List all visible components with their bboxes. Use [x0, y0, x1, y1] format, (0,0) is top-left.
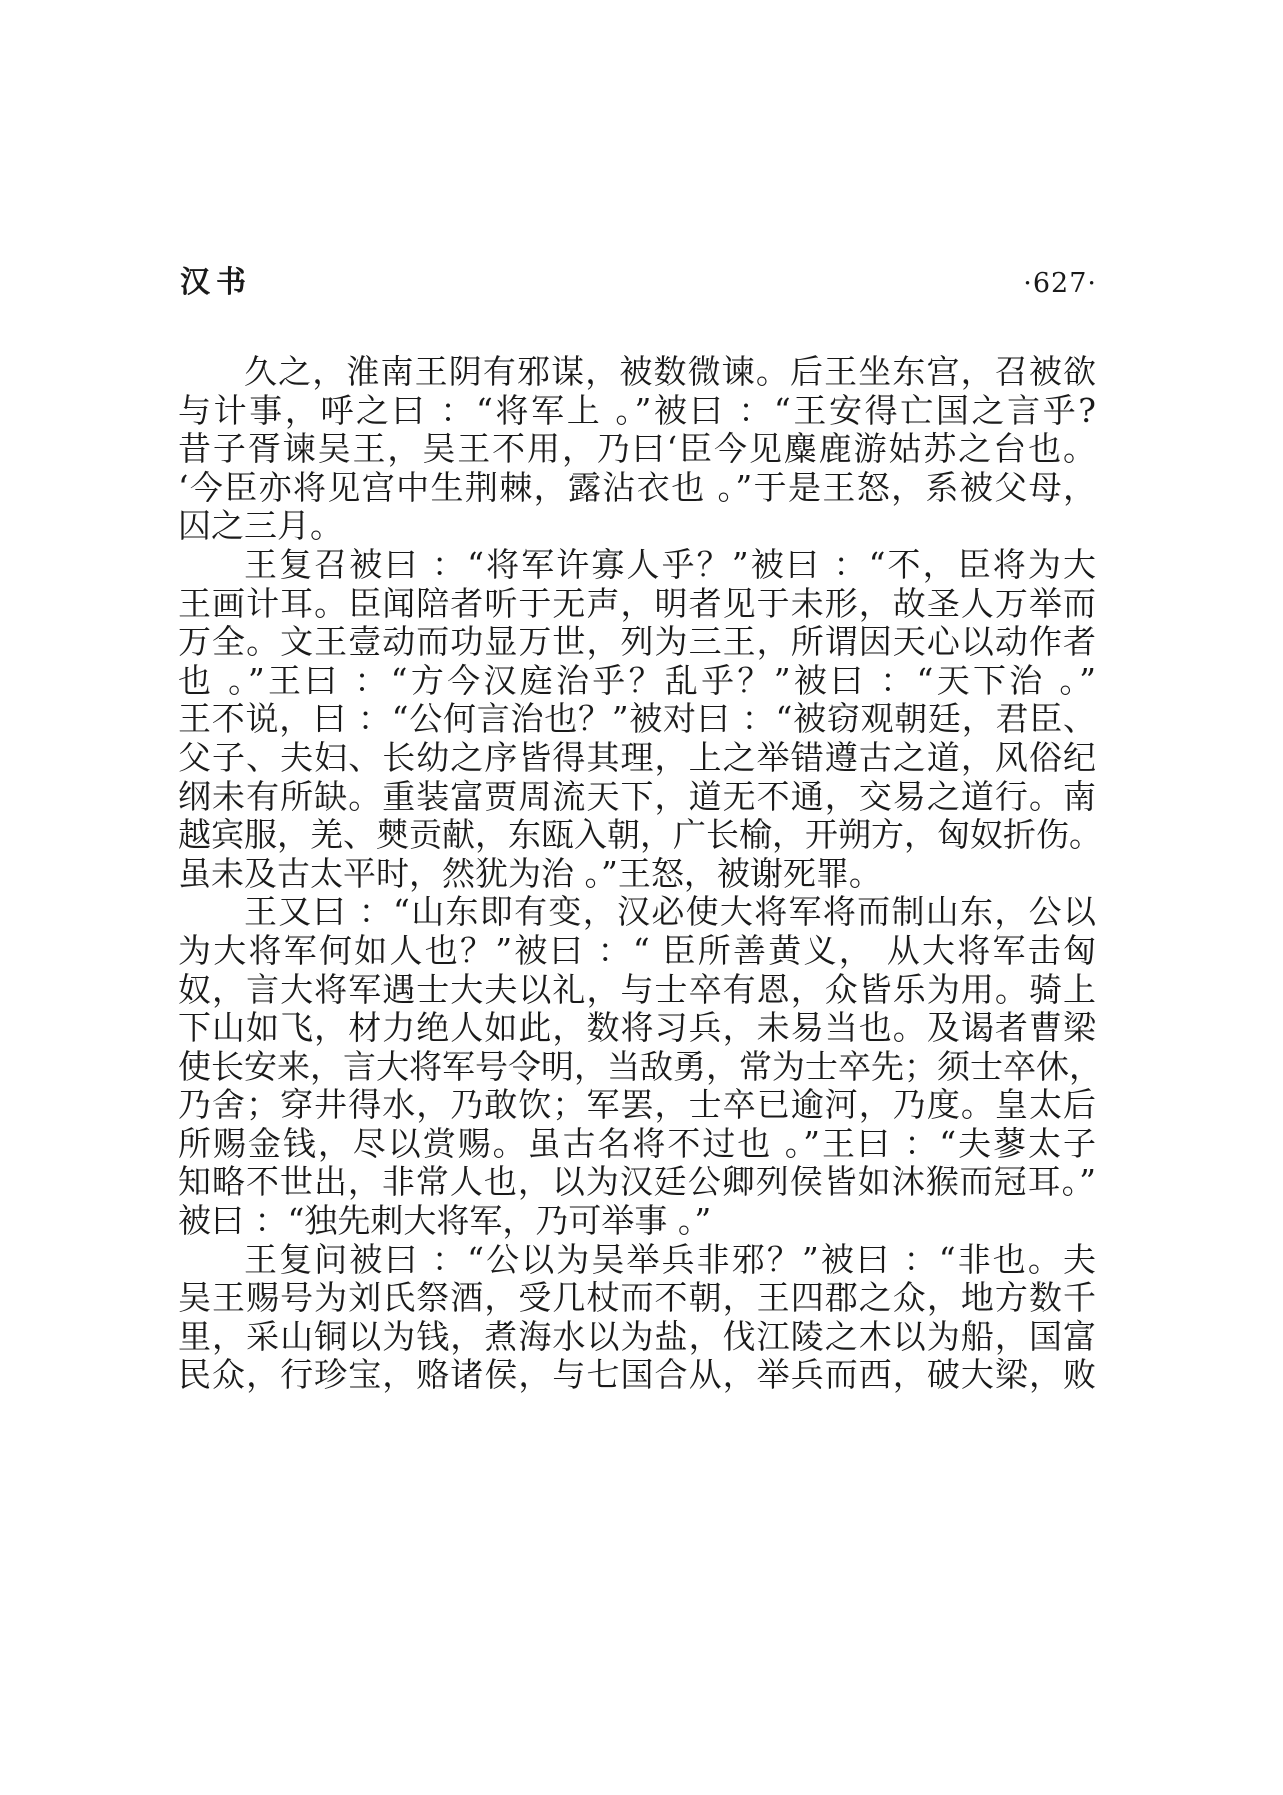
- text-line: 王画计耳。臣闻陪者听于无声，明者见于未形，故圣人万举而: [178, 583, 1096, 623]
- text-line: 也 。”王曰 ：“方今汉庭治乎？乱乎？”被曰 ：“天下治 。”: [178, 660, 1096, 700]
- text-line: ‘今臣亦将见宫中生荆棘，露沾衣也 。”于是王怒，系被父母，: [178, 467, 1096, 507]
- running-head-title: 汉书: [180, 265, 252, 300]
- text-line: 父子、夫妇、长幼之序皆得其理，上之举错遵古之道，风俗纪: [178, 737, 1096, 777]
- text-line: 与计事，呼之曰 ：“将军上 。”被曰 ：“王安得亡国之言乎?: [178, 390, 1096, 430]
- paragraph-first-line: 王复召被曰 ：“将军许寡人乎？”被曰 ：“不，臣将为大: [244, 544, 1096, 584]
- text-line: 奴，言大将军遇士大夫以礼，与士卒有恩，众皆乐为用。骑上: [178, 969, 1096, 1009]
- page-number: ·627·: [1023, 268, 1097, 299]
- text-line: 所赐金钱，尽以赏赐。虽古名将不过也 。”王曰 ：“夫蓼太子: [178, 1123, 1096, 1163]
- text-line: 乃舍；穿井得水，乃敢饮；军罢，士卒已逾河，乃度。皇太后: [178, 1085, 1096, 1125]
- text-line: 被曰 ：“独先刺大将军，乃可举事 。”: [178, 1201, 712, 1241]
- text-line: 知略不世出，非常人也，以为汉廷公卿列侯皆如沐猴而冠耳。”: [178, 1162, 1096, 1202]
- text-line: 民众，行珍宝，赂诸侯，与七国合从，举兵而西，破大梁，败: [178, 1355, 1096, 1395]
- text-line: 虽未及古太平时，然犹为治 。”王怒，被谢死罪。: [178, 853, 882, 893]
- text-line: 为大将军何如人也？”被曰 ：“ 臣所善黄义， 从大将军击匈: [178, 930, 1096, 970]
- text-line: 昔子胥谏吴王，吴王不用，乃曰‘臣今见麋鹿游姑苏之台也。: [178, 429, 1096, 469]
- text-line: 越宾服，羌、僰贡献，东瓯入朝，广长榆，开朔方，匈奴折伤。: [178, 815, 1102, 855]
- text-line: 里，采山铜以为钱，煮海水以为盐，伐江陵之木以为船，国富: [178, 1316, 1096, 1356]
- paragraph-first-line: 王复问被曰 ：“公以为吴举兵非邪？”被曰 ：“非也。夫: [244, 1239, 1096, 1279]
- text-line: 吴王赐号为刘氏祭酒，受几杖而不朝，王四郡之众，地方数千: [178, 1278, 1096, 1318]
- paragraph-first-line: 久之，淮南王阴有邪谋，被数微谏。后王坐东宫，召被欲: [244, 352, 1096, 391]
- text-line: 万全。文王壹动而功显万世，列为三王，所谓因天心以动作者: [178, 622, 1096, 662]
- paragraph-first-line: 王又曰 ：“山东即有变，汉必使大将军将而制山东，公以: [244, 892, 1096, 932]
- text-line: 纲未有所缺。重装富贾周流天下，道无不通，交易之道行。南: [178, 776, 1096, 816]
- text-line: 王不说，曰 ：“公何言治也？”被对曰 ：“被窃观朝廷，君臣、: [178, 699, 1096, 739]
- text-line: 下山如飞，材力绝人如此，数将习兵，未易当也。及谒者曹梁: [178, 1008, 1096, 1048]
- text-line: 囚之三月。: [178, 506, 343, 546]
- text-line: 使长安来，言大将军号令明，当敌勇，常为士卒先；须士卒休，: [178, 1046, 1102, 1086]
- body-text: [178, 352, 1102, 1395]
